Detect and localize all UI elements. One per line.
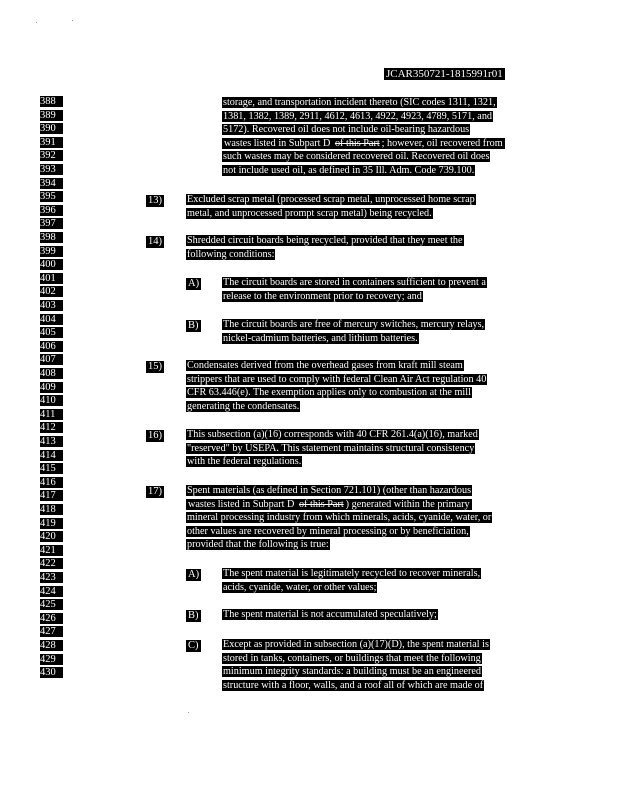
text-line: This subsection (a)(16) corresponds with 40 CFR 261.4(a)(16), marked — [187, 429, 478, 440]
text-fragment: wastes listed in Subpart D — [224, 137, 333, 149]
text-line: nickel-cadmium batteries, and lithium batteries. — [223, 332, 418, 344]
text-line: "reserved" by USEPA. This statement maintains structural consistency — [187, 442, 475, 454]
line-number: 422 — [40, 558, 63, 569]
item-label: 15) — [148, 361, 162, 372]
paragraph-condensates — [186, 359, 556, 413]
line-number: 411 — [40, 409, 63, 420]
text-line: minimum integrity standards: a building must be an engineered — [223, 666, 482, 678]
text-line: Excluded scrap metal (processed scrap metal, unprocessed home scrap — [187, 194, 475, 205]
paragraph-reserved — [186, 428, 546, 469]
text-line — [186, 499, 472, 510]
text-line: provided that the following is true: — [187, 539, 329, 551]
text-line: Except as provided in subsection (a)(17)(D), the spent material is — [223, 639, 489, 650]
line-number: 394 — [40, 178, 63, 189]
text-line: metal, and unprocessed prompt scrap metal) being recycled. — [187, 207, 432, 219]
text-line: Shredded circuit boards being recycled, provided that they meet the — [187, 235, 463, 246]
line-number: 420 — [40, 531, 63, 542]
line-number: 415 — [40, 463, 63, 474]
item-label: 13) — [148, 195, 162, 206]
scan-speck — [188, 712, 189, 713]
item-label: 16) — [148, 430, 162, 441]
line-number: 416 — [40, 477, 63, 488]
line-number: 389 — [40, 110, 63, 121]
text-line: such wastes may be considered recovered oil. Recovered oil does — [223, 151, 490, 163]
item-label: A) — [188, 278, 200, 289]
line-number: 402 — [40, 286, 63, 297]
text-line: strippers that are used to comply with federal Clean Air Act regulation 40 — [187, 373, 487, 385]
line-number: 397 — [40, 218, 63, 229]
line-number: 421 — [40, 545, 63, 556]
item-label: 14) — [148, 236, 162, 247]
text-line: 5172). Recovered oil does not include oil-bearing hazardous — [223, 124, 470, 136]
line-number: 412 — [40, 422, 63, 433]
text-line: stored in tanks, containers, or buildings that meet the following — [223, 652, 481, 664]
text-line: not include used oil, as defined in 35 Ill. Adm. Code 739.100. — [223, 164, 475, 176]
line-number: 406 — [40, 341, 63, 352]
line-number: 414 — [40, 450, 63, 461]
item-label: A) — [188, 569, 200, 580]
line-number: 390 — [40, 123, 63, 134]
line-number: 425 — [40, 599, 63, 610]
line-number: 401 — [40, 273, 63, 284]
line-number: 413 — [40, 436, 63, 447]
text-line: The spent material is legitimately recycled to recover minerals, — [223, 568, 481, 579]
line-number: 388 — [40, 96, 63, 107]
text-fragment: wastes listed in Subpart D — [188, 498, 297, 510]
text-line: following conditions: — [187, 248, 275, 260]
text-line: The spent material is not accumulated speculatively; — [223, 609, 437, 620]
line-number: 396 — [40, 205, 63, 216]
paragraph-containers — [222, 276, 552, 303]
item-label: C) — [188, 640, 199, 651]
line-number: 398 — [40, 232, 63, 243]
line-number: 407 — [40, 354, 63, 365]
line-number: 404 — [40, 314, 63, 325]
text-line: other values are recovered by mineral processing or by beneficiation, — [187, 525, 469, 537]
text-line — [222, 138, 505, 149]
line-number: 409 — [40, 382, 63, 393]
paragraph-mercury-free — [222, 318, 552, 345]
line-number: 395 — [40, 191, 63, 202]
document-id: JCAR350721-1815991r01 — [386, 68, 503, 80]
line-number: 403 — [40, 300, 63, 311]
line-number: 410 — [40, 395, 63, 406]
line-number: 424 — [40, 586, 63, 597]
paragraph-circuit-boards — [186, 234, 546, 261]
text-line: CFR 63.446(e). The exemption applies only to combustion at the mill — [187, 387, 471, 399]
line-number: 429 — [40, 654, 63, 665]
paragraph-scrap-metal — [186, 193, 546, 220]
text-line: The circuit boards are free of mercury switches, mercury relays, — [223, 319, 485, 330]
scan-speck — [36, 22, 37, 23]
text-line: mineral processing industry from which minerals, acids, cyanide, water, or — [187, 512, 492, 524]
item-label: B) — [188, 320, 199, 331]
line-number: 405 — [40, 327, 63, 338]
item-label: B) — [188, 610, 199, 621]
text-line: with the federal regulations. — [187, 456, 302, 468]
line-number: 400 — [40, 259, 63, 270]
item-label: 17) — [148, 486, 162, 497]
text-line: structure with a floor, walls, and a roof all of which are made of — [223, 679, 484, 691]
line-number: 428 — [40, 640, 63, 651]
paragraph-not-accumulated — [222, 608, 552, 622]
text-line: The circuit boards are stored in containers sufficient to prevent a — [223, 277, 486, 288]
line-number: 417 — [40, 490, 63, 501]
text-line: acids, cyanide, water, or other values; — [223, 581, 377, 593]
line-number: 426 — [40, 613, 63, 624]
struck-text: of this Part — [298, 498, 344, 510]
line-number: 423 — [40, 572, 63, 583]
line-number: 391 — [40, 137, 63, 148]
scan-speck — [72, 20, 73, 21]
line-number: 393 — [40, 164, 63, 175]
text-line: Condensates derived from the overhead gases from kraft mill steam — [187, 360, 463, 371]
text-line: Spent materials (as defined in Section 721.101) (other than hazardous — [187, 485, 472, 496]
struck-text: of this Part — [334, 137, 380, 149]
text-fragment: ; however, oil recovered from — [381, 137, 503, 149]
line-number: 427 — [40, 626, 63, 637]
paragraph-storage-standards — [222, 638, 558, 692]
text-line: 1381, 1382, 1389, 2911, 4612, 4613, 4922, 4923, 4789, 5171, and — [223, 110, 493, 122]
line-number: 430 — [40, 667, 63, 678]
line-number: 419 — [40, 518, 63, 529]
line-number: 392 — [40, 150, 63, 161]
line-number: 399 — [40, 246, 63, 257]
text-line: release to the environment prior to recovery; and — [223, 290, 422, 302]
text-line: generating the condensates. — [187, 400, 300, 412]
line-number: 418 — [40, 504, 63, 515]
paragraph-spent-materials — [186, 484, 556, 552]
text-line: storage, and transportation incident thereto (SIC codes 1311, 1321, — [223, 97, 496, 108]
paragraph-legitimately-recycled — [222, 567, 552, 594]
line-number: 408 — [40, 368, 63, 379]
paragraph-recovered-oil — [222, 96, 558, 178]
text-fragment: ) generated within the primary — [345, 498, 470, 510]
